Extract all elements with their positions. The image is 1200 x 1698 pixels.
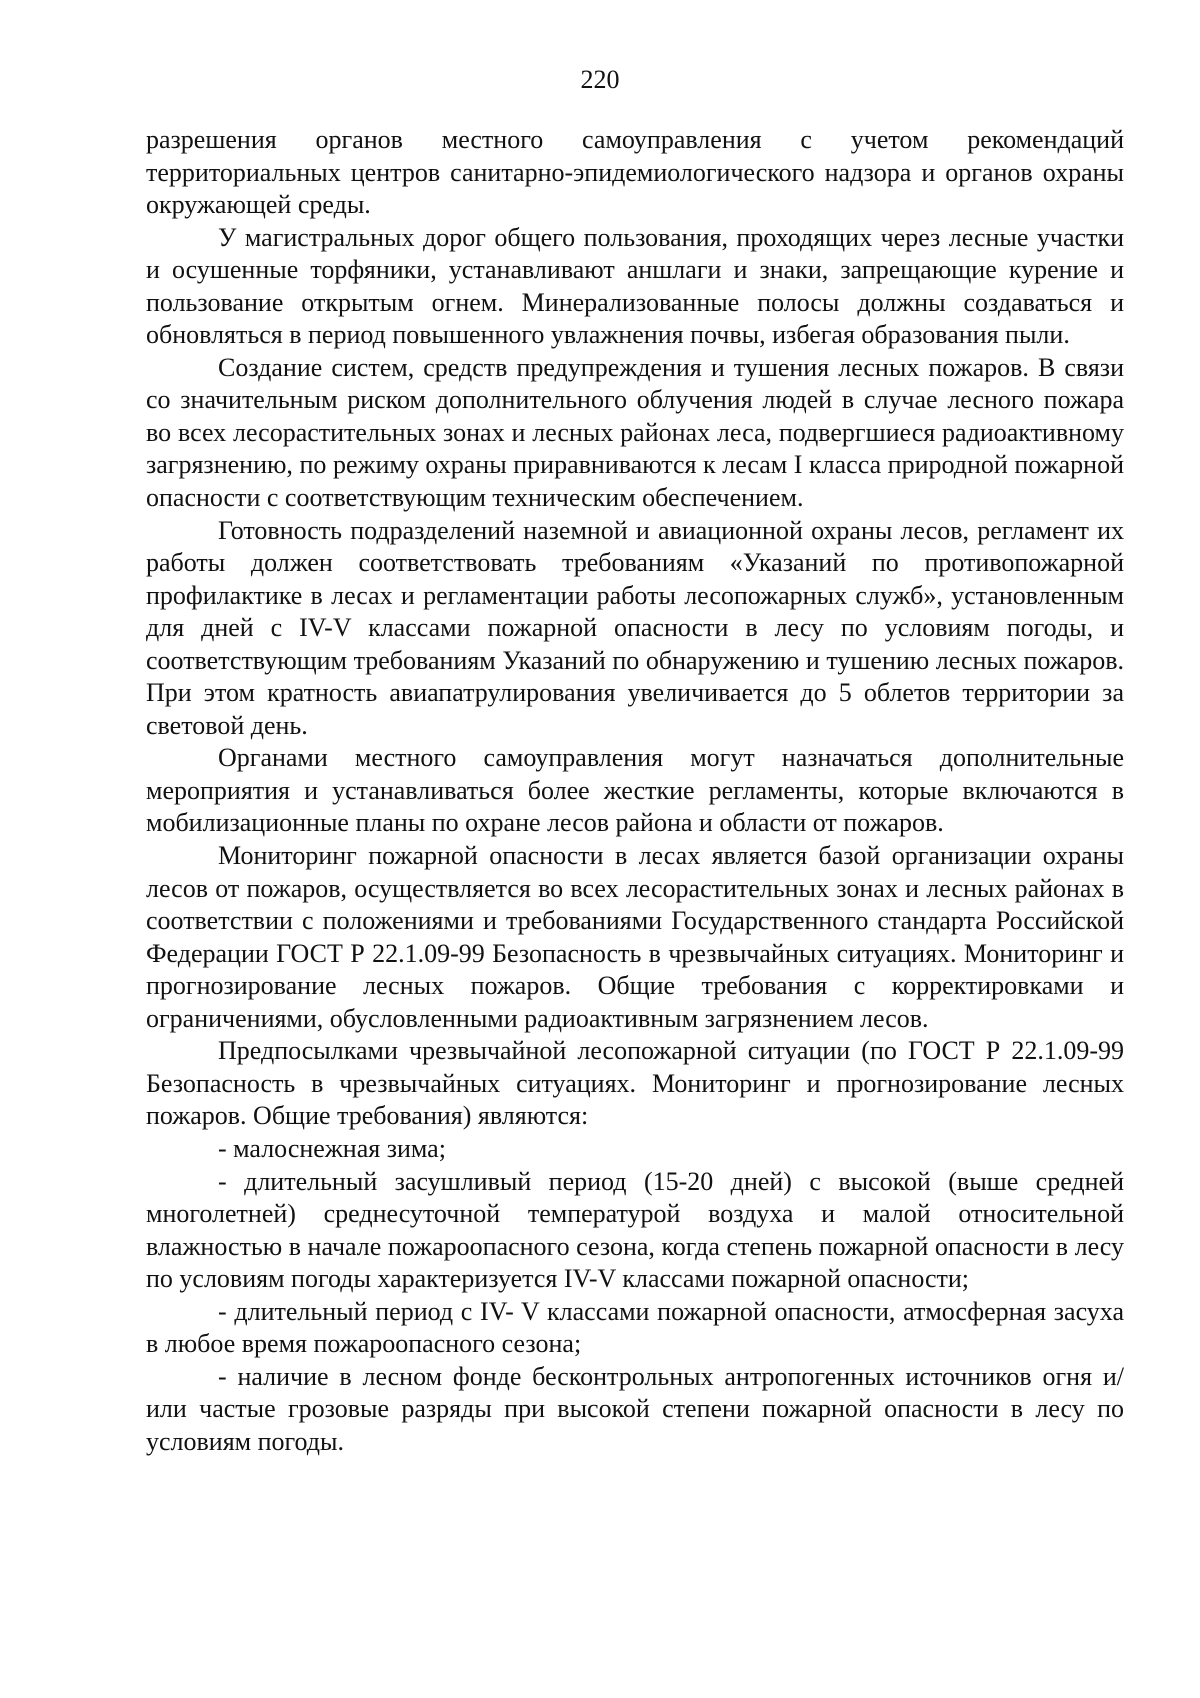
paragraph-2: У магистральных дорог общего пользования, проходящих через лесные участки и осушенные торфяники, устанавливают аншлаги и знаки, запрещающие курение и пользование открытым огнем. Минерализованные полосы должны создаваться и обновляться в период повышенного увлажнения почвы, избегая образования пыли. xyxy=(146,222,1124,350)
paragraph-4: Готовность подразделений наземной и авиационной охраны лесов, регламент их работы должен соответствовать требованиям «Указаний по противопожарной профилактике в лесах и регламентации работы лесопожарных служб», установленным для дней с IV-V классами пожарной опасности в лесу по условиям погоды, и соответствующим требованиям Указаний по обнаружению и тушению лесных пожаров. При этом кратность авиапатрулирования увеличивается до 5 облетов территории за световой день. xyxy=(146,515,1124,740)
list-item-1: - малоснежная зима; xyxy=(218,1133,446,1163)
list-item-3: - длительный период с IV- V классами пожарной опасности, атмосферная засуха в любое время пожароопасного сезона; xyxy=(146,1296,1124,1359)
page-number: 220 xyxy=(580,65,620,94)
paragraph-6: Мониторинг пожарной опасности в лесах является базой организации охраны лесов от пожаров, осуществляется во всех лесорастительных зонах и лесных районах в соответствии с положениями и требованиями Государственного стандарта Российской Федерации ГОСТ Р 22.1.09-99 Безопасность в чрезвычайных ситуациях. Мониторинг и прогнозирование лесных пожаров. Общие требования с корректировками и ограничениями, обусловленными радиоактивным загрязнением лесов. xyxy=(146,841,1124,1033)
list-item-2: - длительный засушливый период (15-20 дней) с высокой (выше средней многолетней) среднесуточной температурой воздуха и малой относительной влажностью в начале пожароопасного сезона, когда степень пожарной опасности в лесу по условиям погоды характеризуется IV-V классами пожарной опасности; xyxy=(146,1166,1124,1294)
paragraph-7: Предпосылками чрезвычайной лесопожарной ситуации (по ГОСТ Р 22.1.09-99 Безопасность в чрезвычайных ситуациях. Мониторинг и прогнозирование лесных пожаров. Общие требования) являются: xyxy=(146,1036,1124,1131)
list-item-4: - наличие в лесном фонде бесконтрольных антропогенных источников огня и/или частые грозовые разряды при высокой степени пожарной опасности в лесу по условиям погоды. xyxy=(146,1361,1124,1456)
paragraph-5: Органами местного самоуправления могут назначаться дополнительные мероприятия и устанавливаться более жесткие регламенты, которые включаются в мобилизационные планы по охране лесов района и области от пожаров. xyxy=(146,743,1124,838)
text-body xyxy=(146,124,1124,1458)
paragraph-3: Создание систем, средств предупреждения и тушения лесных пожаров. В связи со значительным риском дополнительного облучения людей в случае лесного пожара во всех лесорастительных зонах и лесных районах леса, подвергшиеся радиоактивному загрязнению, по режиму охраны приравниваются к лесам I класса природной пожарной опасности с соответствующим техническим обеспечением. xyxy=(146,352,1124,513)
paragraph-1: разрешения органов местного самоуправления с учетом рекомендаций территориальных центров санитарно-эпидемиологического надзора и органов охраны окружающей среды. xyxy=(146,125,1124,220)
